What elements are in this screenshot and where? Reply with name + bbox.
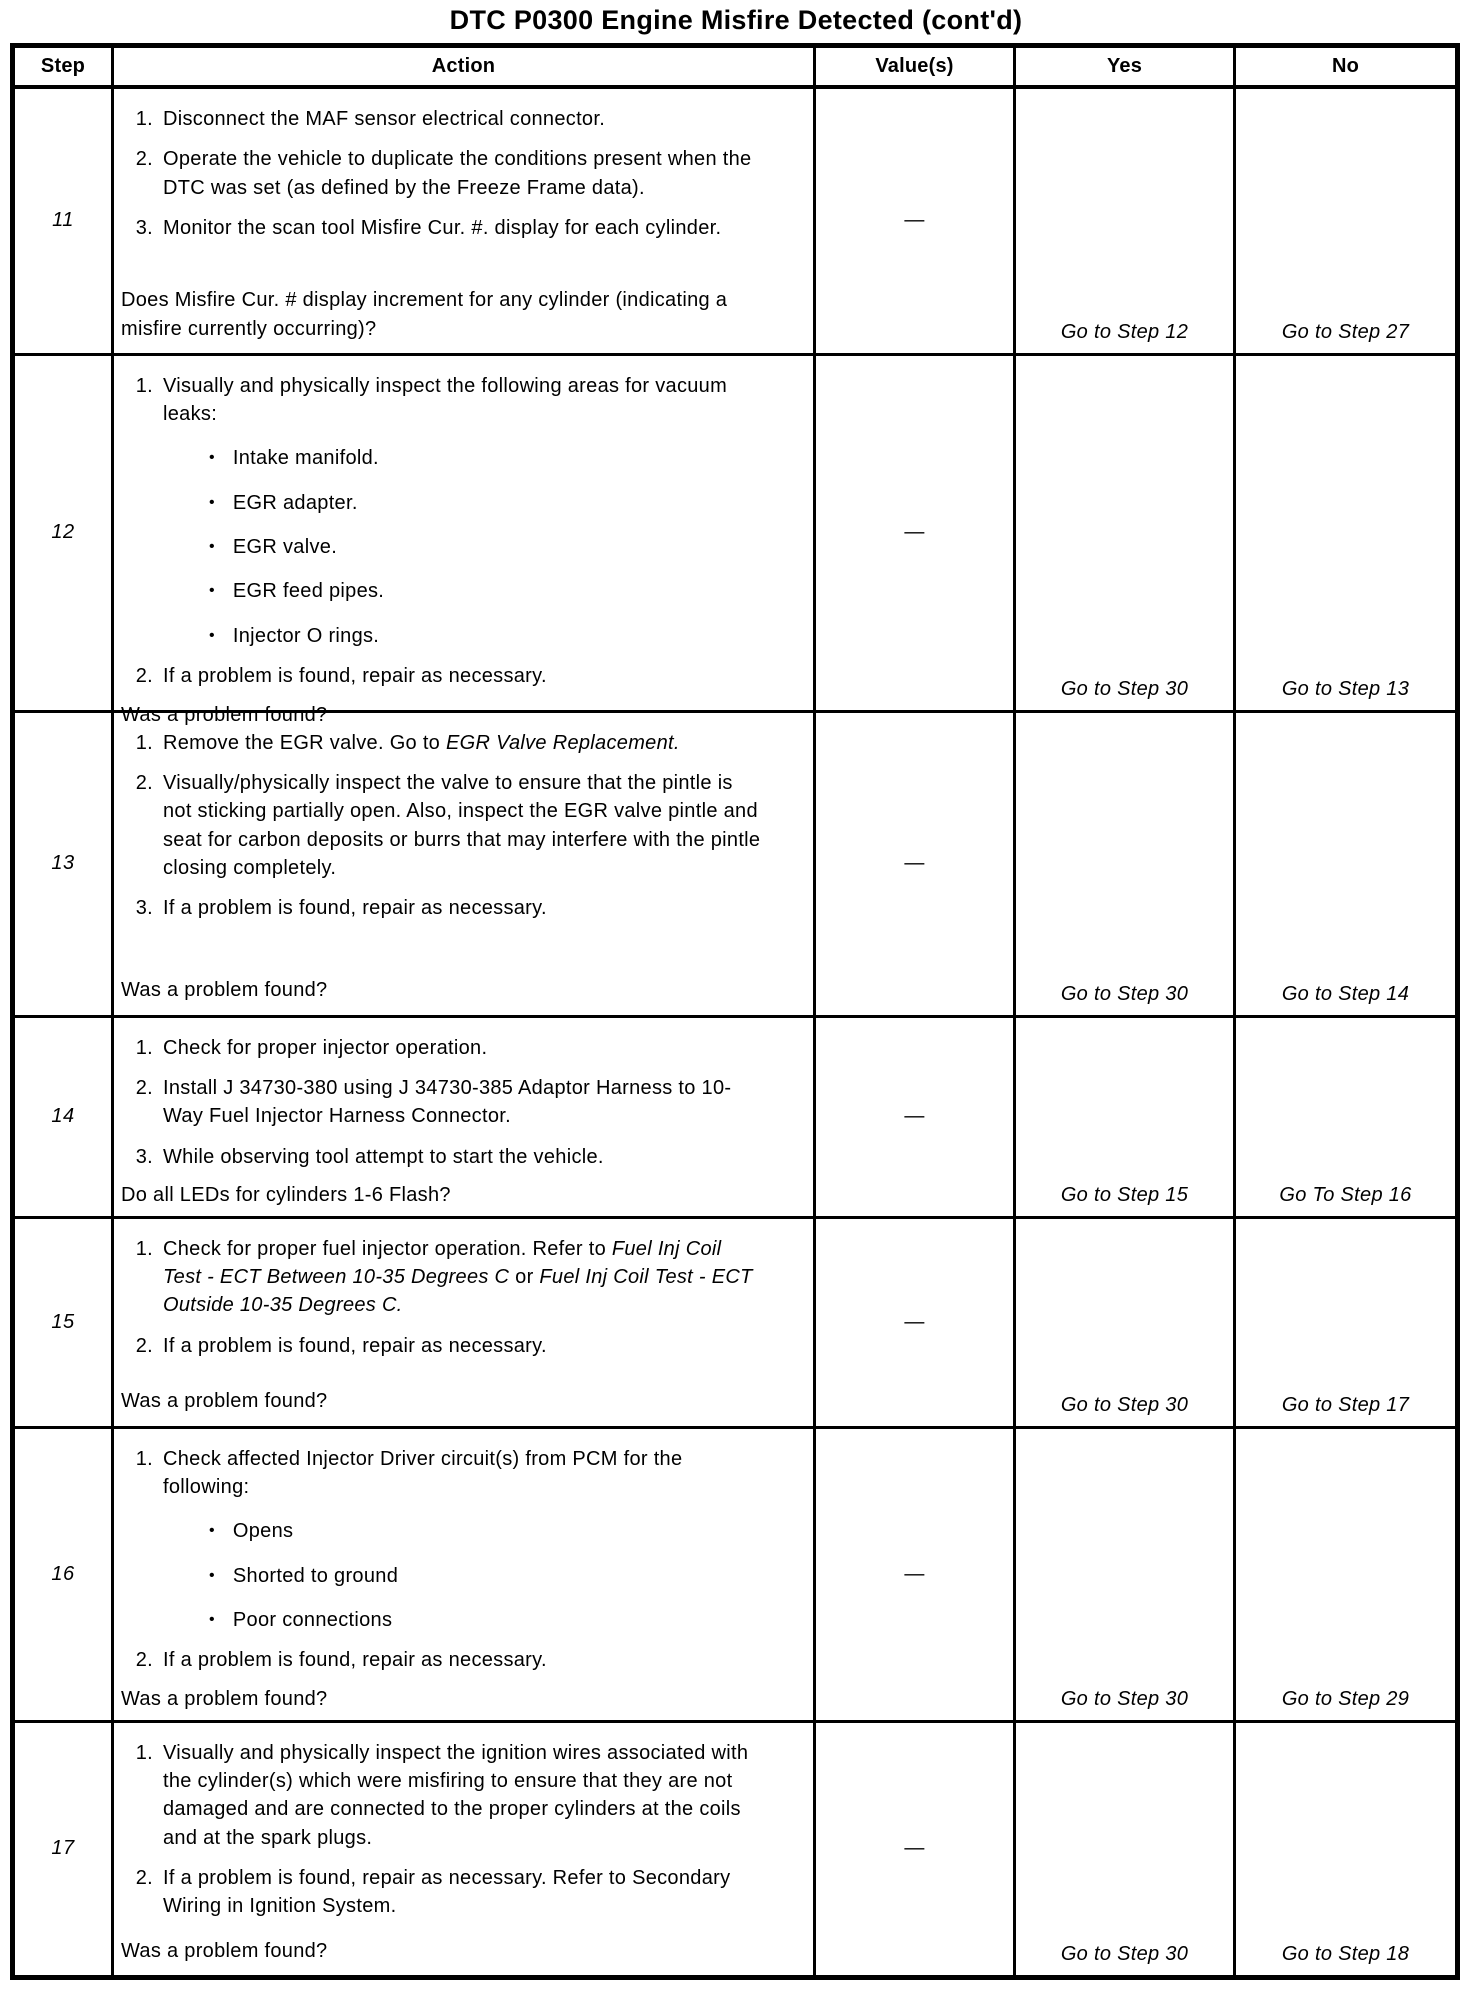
bullet-icon: •	[209, 1522, 215, 1540]
action-content	[114, 356, 813, 726]
bullet-item	[121, 1517, 807, 1545]
column-header-no: No	[1235, 46, 1458, 88]
bullet-icon: •	[209, 1611, 215, 1629]
table-row	[13, 354, 1458, 711]
diagnostic-table	[10, 43, 1460, 1980]
bullet-text: Poor connections	[232, 1609, 393, 1632]
action-item	[121, 1143, 807, 1171]
yes-cell	[1015, 354, 1235, 711]
action-item	[121, 1034, 807, 1062]
action-item-text: Check for proper injector operation.	[163, 1036, 488, 1059]
action-item	[121, 1445, 807, 1502]
step-number: 14	[51, 1105, 75, 1127]
action-item-text: Visually and physically inspect the following areas for vacuum leaks:	[163, 374, 728, 425]
action-item-text: Check for proper fuel injector operation. Refer to Fuel Inj Coil Test - ECT Between 10-35 Degrees C or Fuel Inj Coil Test - ECT Outside 10-35 Degrees C.	[163, 1237, 753, 1317]
action-item-number: 2.	[135, 1649, 153, 1672]
action-item-number: 1.	[135, 108, 153, 130]
step-number: 11	[52, 209, 74, 232]
bullet-text: Intake manifold.	[232, 447, 379, 470]
action-item	[121, 894, 807, 922]
action-item-text: Install J 34730-380 using J 34730-385 Adaptor Harness to 10-Way Fuel Injector Harness Connector.	[163, 1076, 732, 1128]
step-number: 13	[51, 852, 75, 874]
action-cell	[113, 1217, 815, 1427]
step-cell	[13, 1016, 113, 1217]
action-content	[114, 1723, 813, 1971]
action-item	[121, 662, 807, 690]
value-dash: —	[904, 852, 925, 874]
bullet-text: EGR adapter.	[232, 491, 358, 514]
action-item-text: Check affected Injector Driver circuit(s) from PCM for the following:	[163, 1447, 683, 1498]
bullet-icon: •	[209, 1566, 215, 1584]
yes-goto-text: Go to Step 12	[1060, 320, 1189, 343]
bullet-icon: •	[209, 582, 215, 600]
bullet-icon: •	[209, 626, 215, 644]
action-item-text: Visually and physically inspect the ignition wires associated with the cylinder(s) which were misfiring to ensure that they are not damaged and are connected to the proper cylinders at the coils and at the spark plugs.	[163, 1741, 749, 1849]
action-cell	[113, 354, 815, 726]
action-item-number: 3.	[135, 1145, 153, 1168]
value-cell	[815, 1721, 1015, 1977]
step-cell	[13, 1427, 113, 1721]
value-cell	[815, 87, 1015, 354]
value-cell	[815, 1016, 1015, 1217]
no-cell	[1235, 711, 1458, 1016]
yes-cell	[1015, 1016, 1235, 1217]
column-header-values: Value(s)	[815, 46, 1015, 88]
question-text: Does Misfire Cur. # display increment for any cylinder (indicating a misfire currently occurring)?	[121, 289, 728, 340]
question-text: Was a problem found?	[121, 1687, 328, 1710]
action-item	[121, 1864, 807, 1921]
question-text: Was a problem found?	[121, 1390, 328, 1413]
table-row	[13, 87, 1458, 354]
action-item	[121, 214, 807, 242]
action-cell	[113, 1721, 815, 1977]
no-goto-text: Go to Step 27	[1281, 320, 1410, 343]
bullet-icon: •	[209, 449, 215, 467]
no-cell	[1235, 1721, 1458, 1977]
action-cell	[113, 1016, 815, 1217]
bullet-item	[121, 489, 807, 517]
action-item	[121, 1739, 807, 1853]
action-item	[121, 729, 807, 757]
value-dash: —	[904, 1310, 925, 1333]
yes-goto-text: Go to Step 30	[1060, 677, 1189, 700]
action-item-text: Operate the vehicle to duplicate the conditions present when the DTC was set (as defined by the Freeze Frame data).	[163, 148, 752, 199]
action-item	[121, 1235, 807, 1320]
action-item-number: 1.	[135, 1447, 153, 1470]
action-item	[121, 1074, 807, 1131]
action-item-number: 1.	[135, 1237, 153, 1260]
value-cell	[815, 1427, 1015, 1721]
action-item-text: If a problem is found, repair as necessary.	[163, 897, 547, 920]
bullet-text: EGR feed pipes.	[232, 580, 385, 603]
action-item	[121, 1332, 807, 1360]
action-item	[121, 1646, 807, 1674]
yes-cell	[1015, 1427, 1235, 1721]
column-header-action: Action	[113, 46, 815, 88]
action-content	[114, 89, 813, 348]
no-goto-text: Go to Step 14	[1281, 982, 1410, 1005]
action-item-number: 1.	[135, 731, 153, 754]
question-text: Was a problem found?	[121, 703, 328, 726]
yes-goto-text: Go to Step 15	[1060, 1183, 1189, 1206]
step-number: 16	[51, 1562, 75, 1585]
action-item-number: 1.	[135, 374, 153, 397]
action-content	[114, 1429, 813, 1715]
yes-cell	[1015, 1217, 1235, 1427]
bullet-icon: •	[209, 538, 215, 556]
no-goto-text: Go To Step 16	[1279, 1183, 1412, 1206]
table-row	[13, 711, 1458, 1016]
action-item-number: 2.	[135, 1076, 153, 1099]
yes-cell	[1015, 1721, 1235, 1977]
action-item-text: If a problem is found, repair as necessary.	[163, 665, 547, 688]
no-goto-text: Go to Step 13	[1281, 677, 1410, 700]
step-number: 17	[51, 1837, 75, 1859]
yes-cell	[1015, 711, 1235, 1016]
no-cell	[1235, 354, 1458, 711]
action-item-text: Disconnect the MAF sensor electrical connector.	[163, 108, 606, 130]
bullet-item	[121, 1562, 807, 1590]
column-header-yes: Yes	[1015, 46, 1235, 88]
bullet-text: Injector O rings.	[232, 624, 380, 647]
action-cell	[113, 87, 815, 354]
column-header-step: Step	[13, 46, 113, 88]
question-text: Was a problem found?	[121, 1940, 328, 1963]
no-cell	[1235, 87, 1458, 354]
action-item-text: If a problem is found, repair as necessary.	[163, 1334, 547, 1357]
bullet-item	[121, 444, 807, 472]
action-item	[121, 105, 807, 133]
action-item-text: Monitor the scan tool Misfire Cur. #. display for each cylinder.	[163, 217, 722, 240]
action-content	[114, 1018, 813, 1211]
bullet-item	[121, 533, 807, 561]
value-cell	[815, 1217, 1015, 1427]
bullet-item	[121, 1606, 807, 1634]
action-item-number: 2.	[135, 1334, 153, 1357]
yes-goto-text: Go to Step 30	[1060, 1942, 1189, 1965]
no-goto-text: Go to Step 18	[1281, 1942, 1410, 1965]
document-title: DTC P0300 Engine Misfire Detected (cont'd)	[449, 5, 1023, 35]
action-item-number: 1.	[135, 1741, 153, 1764]
bullet-icon: •	[209, 493, 215, 511]
action-item	[121, 769, 807, 883]
action-content	[114, 1219, 813, 1421]
question-text: Was a problem found?	[121, 979, 328, 1002]
no-goto-text: Go to Step 17	[1281, 1393, 1410, 1416]
action-item-number: 2.	[135, 771, 153, 794]
value-dash: —	[904, 521, 925, 543]
table-row	[13, 1721, 1458, 1977]
bullet-text: Shorted to ground	[232, 1564, 399, 1587]
no-cell	[1235, 1427, 1458, 1721]
value-dash: —	[904, 1837, 925, 1859]
action-item-number: 3.	[135, 217, 153, 240]
table-row	[13, 1016, 1458, 1217]
step-cell	[13, 711, 113, 1016]
table-row	[13, 1217, 1458, 1427]
question-text: Do all LEDs for cylinders 1-6 Flash?	[121, 1184, 451, 1207]
step-cell	[13, 1217, 113, 1427]
bullet-text: EGR valve.	[232, 536, 338, 559]
yes-goto-text: Go to Step 30	[1060, 1687, 1189, 1710]
step-number: 12	[51, 521, 75, 543]
no-cell	[1235, 1016, 1458, 1217]
action-item-number: 2.	[135, 1867, 153, 1890]
action-cell	[113, 1427, 815, 1721]
value-dash: —	[904, 1562, 925, 1585]
step-cell	[13, 87, 113, 354]
yes-cell	[1015, 87, 1235, 354]
action-item-text: While observing tool attempt to start the vehicle.	[163, 1145, 604, 1168]
yes-goto-text: Go to Step 30	[1060, 982, 1189, 1005]
action-item-number: 1.	[135, 1036, 153, 1059]
value-cell	[815, 354, 1015, 711]
action-item	[121, 372, 807, 429]
bullet-item	[121, 622, 807, 650]
action-content	[114, 713, 813, 1010]
no-cell	[1235, 1217, 1458, 1427]
bullet-item	[121, 577, 807, 605]
action-cell	[113, 711, 815, 1016]
action-item-text: Visually/physically inspect the valve to ensure that the pintle is not sticking partially open. Also, inspect the EGR valve pintle and seat for carbon deposits or burrs that may interfere with the pintle closing completely.	[163, 771, 761, 880]
bullet-text: Opens	[232, 1520, 294, 1543]
no-goto-text: Go to Step 29	[1281, 1687, 1410, 1710]
value-dash: —	[904, 1105, 925, 1127]
action-item	[121, 145, 807, 202]
value-dash: —	[904, 209, 925, 232]
action-item-text: If a problem is found, repair as necessary. Refer to Secondary Wiring in Ignition System.	[163, 1867, 731, 1918]
action-item-number: 3.	[135, 897, 153, 920]
action-item-text: If a problem is found, repair as necessary.	[163, 1649, 547, 1672]
value-cell	[815, 711, 1015, 1016]
header-row	[13, 46, 1458, 88]
action-item-number: 2.	[135, 665, 153, 688]
action-item-number: 2.	[135, 148, 153, 171]
step-cell	[13, 1721, 113, 1977]
yes-goto-text: Go to Step 30	[1060, 1393, 1189, 1416]
step-number: 15	[51, 1310, 75, 1333]
action-item-text: Remove the EGR valve. Go to EGR Valve Replacement.	[163, 731, 680, 754]
table-body	[13, 87, 1458, 1977]
step-cell	[13, 354, 113, 711]
table-row	[13, 1427, 1458, 1721]
